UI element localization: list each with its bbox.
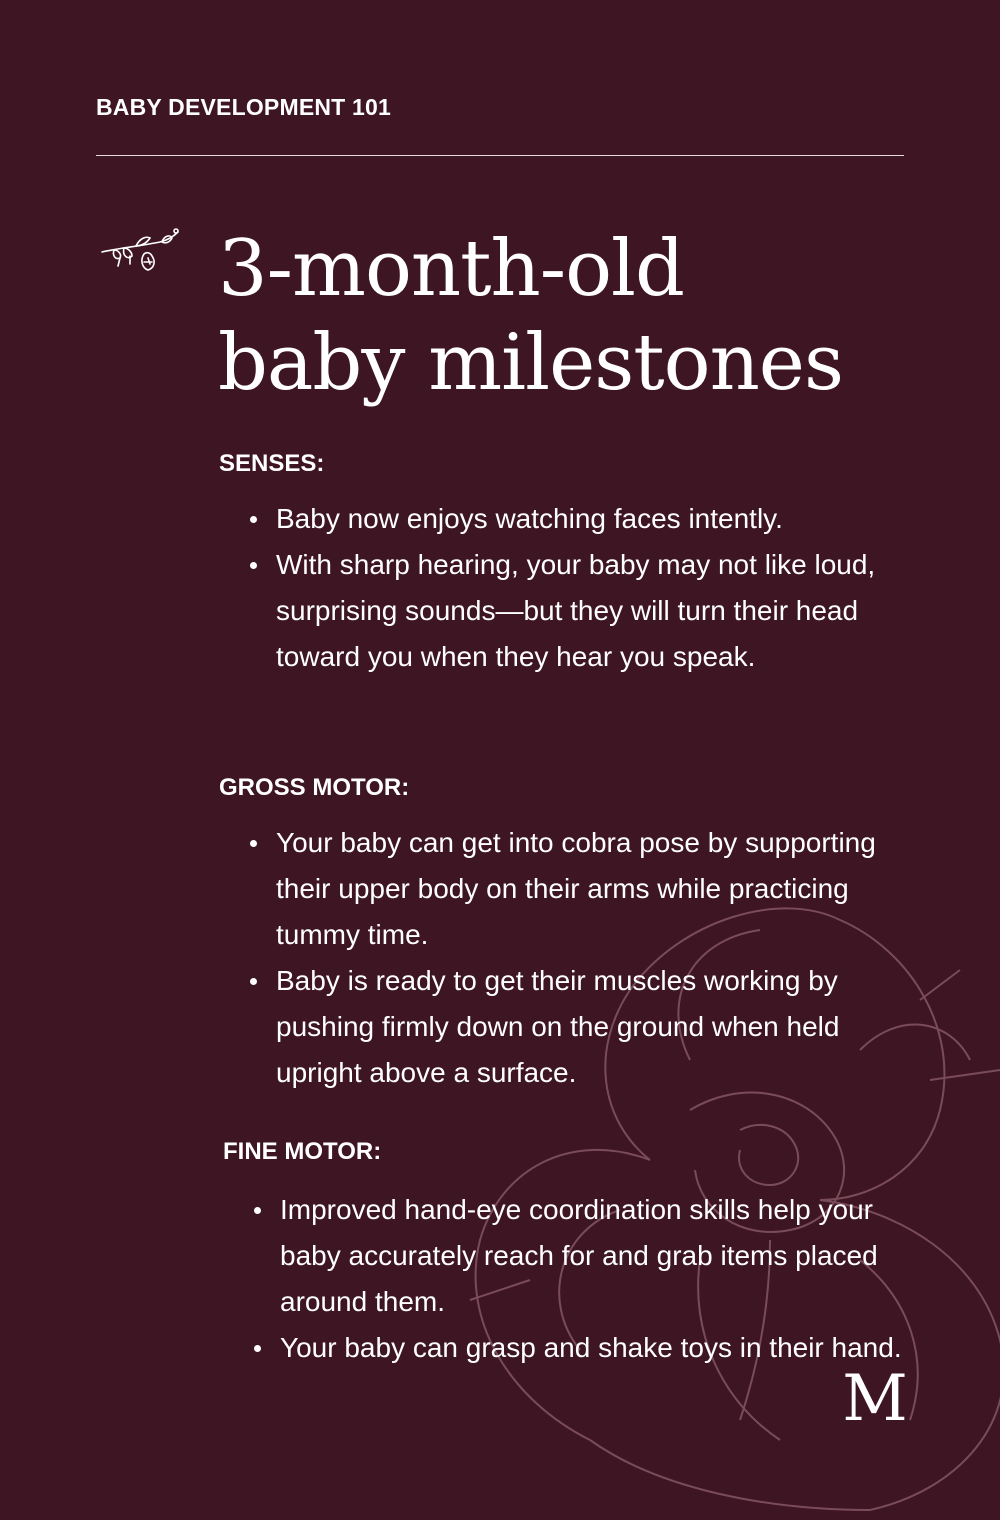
page-title [218, 222, 843, 410]
section-heading-fine-motor: FINE MOTOR: [223, 1138, 382, 1165]
list-item: With sharp hearing, your baby may not like loud, surprising sounds—but they will turn their head toward you when they hear you speak. [246, 542, 906, 680]
title-line-1: 3-month-old [218, 224, 684, 314]
brand-logo [842, 1366, 908, 1424]
divider [96, 155, 904, 156]
list-item: Your baby can grasp and shake toys in their hand. [250, 1325, 910, 1371]
floral-sprig-icon [100, 226, 182, 276]
category-kicker: BABY DEVELOPMENT 101 [96, 94, 391, 120]
section-heading-gross-motor: GROSS MOTOR: [219, 774, 410, 801]
gross-motor-list [246, 820, 906, 1096]
senses-list [246, 496, 906, 680]
list-item: Baby is ready to get their muscles working by pushing firmly down on the ground when held upright above a surface. [246, 958, 906, 1096]
list-item: Baby now enjoys watching faces intently. [246, 496, 906, 542]
list-item: Improved hand-eye coordination skills help your baby accurately reach for and grab items placed around them. [250, 1187, 910, 1325]
title-line-2: baby milestones [218, 318, 843, 408]
fine-motor-list [250, 1187, 910, 1371]
list-item: Your baby can get into cobra pose by supporting their upper body on their arms while practicing tummy time. [246, 820, 906, 958]
logo-letter: M [842, 1366, 908, 1424]
section-heading-senses: SENSES: [219, 450, 325, 477]
